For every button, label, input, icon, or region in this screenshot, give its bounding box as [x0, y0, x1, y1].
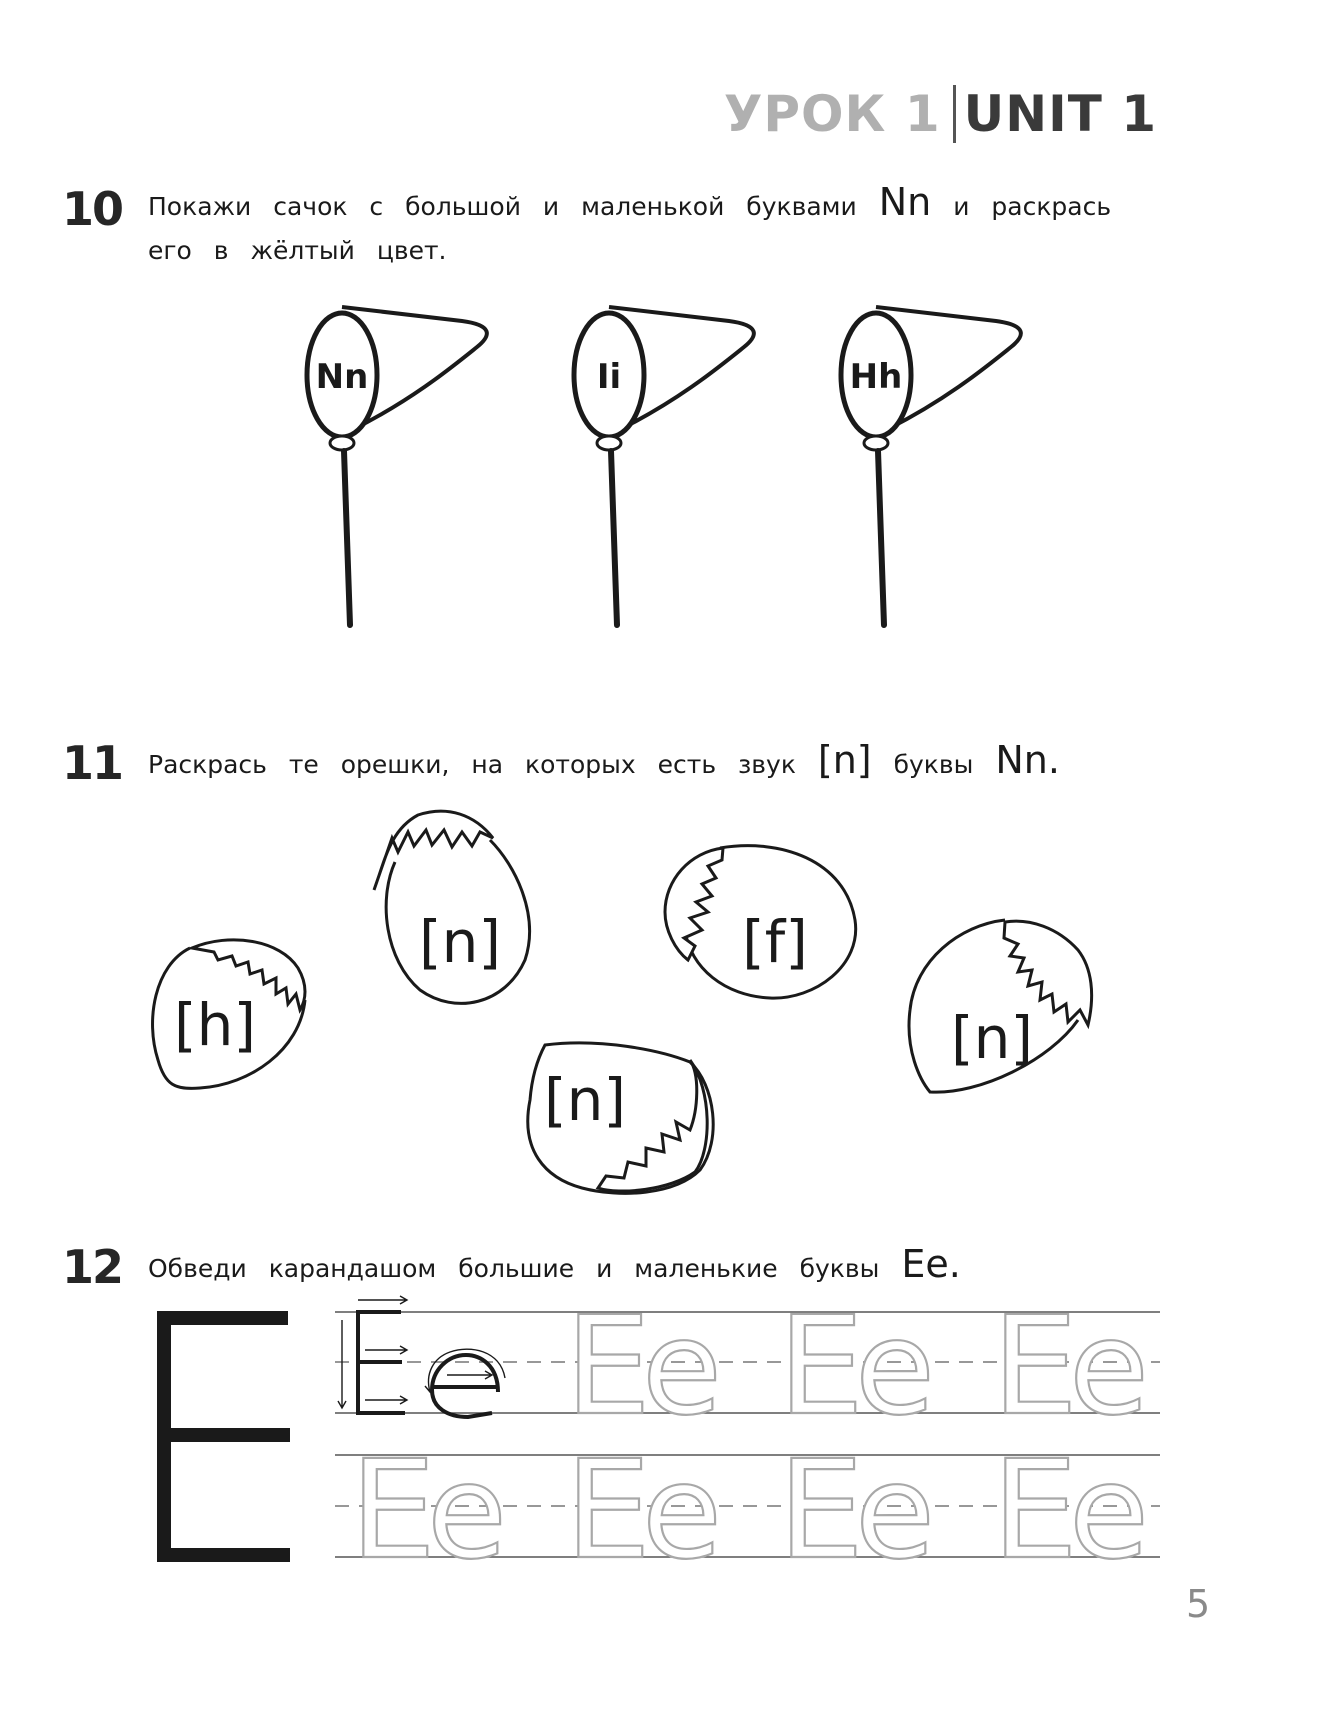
- trace-lower: e: [855, 1436, 935, 1588]
- task-11-sound: [n]: [817, 738, 872, 782]
- task-11-letter: Nn.: [995, 738, 1060, 782]
- net-ii[interactable]: [574, 307, 754, 625]
- trace-upper: E: [992, 1288, 1078, 1446]
- trace-lower: e: [427, 1436, 507, 1588]
- lesson-title-ru: УРОК 1: [723, 85, 941, 143]
- task-10-text-part1: Покажи сачок с большой и маленькой буквами: [148, 192, 857, 221]
- task-12-letter: Ee.: [901, 1242, 961, 1286]
- stroke-order-example: [338, 1296, 505, 1417]
- task-11-text-part1: Раскрась те орешки, на которых есть звук: [148, 750, 796, 779]
- trace-upper: E: [992, 1432, 1078, 1590]
- trace-upper: E: [778, 1288, 864, 1446]
- nut-h[interactable]: [153, 940, 305, 1089]
- trace-upper: E: [565, 1288, 651, 1446]
- trace-letters: [350, 1288, 1149, 1590]
- net-hh[interactable]: [841, 307, 1021, 625]
- task-10-text-line2: его в жёлтый цвет.: [148, 236, 447, 265]
- task-number-10: 10: [62, 182, 123, 236]
- net-label: Nn: [315, 357, 369, 397]
- page-number: 5: [1186, 1582, 1211, 1626]
- nut-n-top[interactable]: [374, 811, 530, 1003]
- net-label: Hh: [849, 357, 903, 397]
- trace-upper: E: [350, 1432, 436, 1590]
- nut-n-bottom[interactable]: [528, 1043, 713, 1193]
- task-number-12: 12: [62, 1240, 123, 1294]
- net-label: Ii: [596, 357, 622, 397]
- nut-sound: [h]: [173, 991, 257, 1059]
- trace-upper: E: [778, 1432, 864, 1590]
- nut-n-right[interactable]: [909, 920, 1092, 1092]
- task-12-text-part1: Обведи карандашом большие и маленькие буквы: [148, 1254, 880, 1283]
- lesson-title-en: UNIT 1: [963, 85, 1157, 143]
- trace-lower: e: [1069, 1436, 1149, 1588]
- nut-sound: [n]: [950, 1004, 1034, 1072]
- nut-f[interactable]: [665, 846, 856, 998]
- nut-sound: [f]: [742, 908, 808, 976]
- trace-lower: e: [1069, 1292, 1149, 1444]
- trace-upper: E: [565, 1432, 651, 1590]
- net-nn[interactable]: [307, 307, 487, 625]
- task-10-text-part2: и раскрась: [953, 192, 1112, 221]
- task-number-11: 11: [62, 736, 123, 790]
- task-11-text-part2: буквы: [893, 750, 974, 779]
- trace-lower: e: [855, 1292, 935, 1444]
- sample-letter-e: [164, 1318, 290, 1555]
- trace-lower: e: [642, 1436, 722, 1588]
- nut-sound: [n]: [418, 908, 502, 976]
- task-10-letter: Nn: [878, 180, 932, 224]
- nut-sound: [n]: [543, 1066, 627, 1134]
- trace-lower: e: [642, 1292, 722, 1444]
